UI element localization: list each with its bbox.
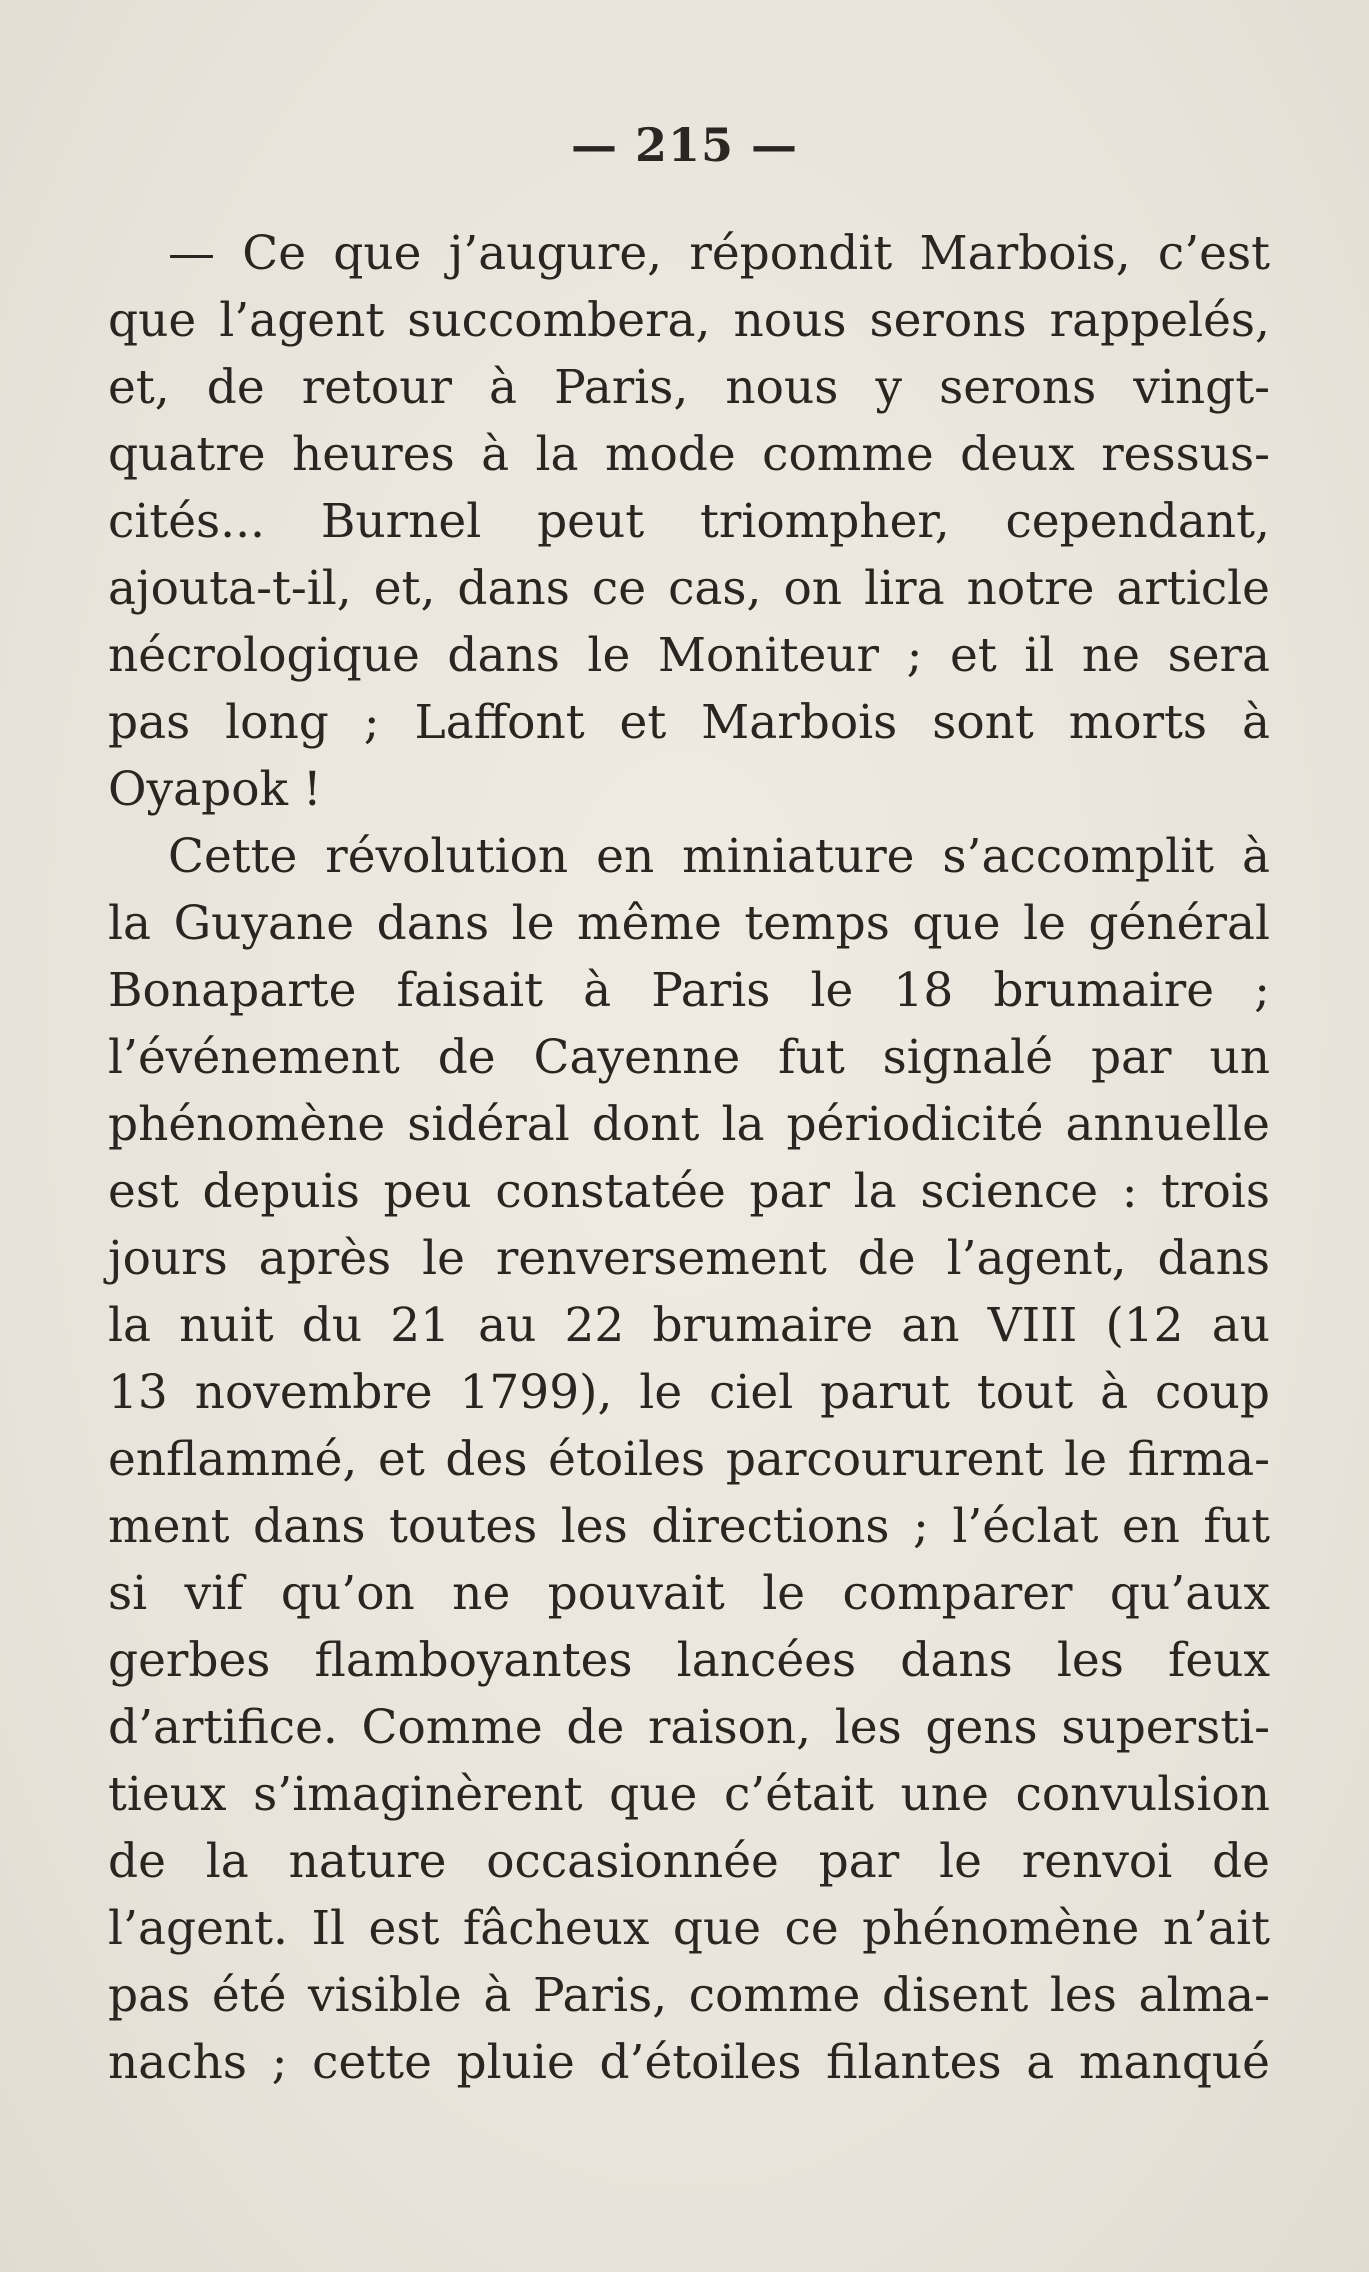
text-line: gerbes flamboyantes lancées dans les feux	[108, 1633, 1270, 1688]
text-line: de la nature occasionnée par le renvoi de	[108, 1834, 1270, 1889]
text-line: ajouta-t-il, et, dans ce cas, on lira notre article	[108, 561, 1270, 616]
text-line: Bonaparte faisait à Paris le 18 brumaire ;	[108, 963, 1270, 1018]
text-line: et, de retour à Paris, nous y serons vingt-	[108, 360, 1270, 415]
text-line: Oyapok !	[108, 762, 322, 817]
text-line: pas long ; Laffont et Marbois sont morts à	[108, 695, 1270, 750]
text-line: Cette révolution en miniature s’accomplit à	[168, 829, 1270, 884]
page-number: — 215 —	[570, 118, 799, 172]
text-line: d’artifice. Comme de raison, les gens supersti-	[108, 1700, 1270, 1755]
text-line: tieux s’imaginèrent que c’était une convulsion	[108, 1767, 1270, 1822]
text-line: nécrologique dans le Moniteur ; et il ne sera	[108, 628, 1270, 683]
text-line: nachs ; cette pluie d’étoiles filantes a manqué	[108, 2035, 1270, 2090]
text-line: est depuis peu constatée par la science : trois	[108, 1164, 1270, 1219]
text-line: la Guyane dans le même temps que le général	[108, 896, 1270, 951]
text-line: 13 novembre 1799), le ciel parut tout à coup	[108, 1365, 1270, 1420]
text-line: quatre heures à la mode comme deux ressus-	[108, 427, 1270, 482]
text-line: ment dans toutes les directions ; l’éclat en fut	[108, 1499, 1270, 1554]
text-line: phénomène sidéral dont la périodicité annuelle	[108, 1097, 1270, 1152]
body-text	[108, 220, 1270, 2096]
text-line: cités... Burnel peut triompher, cependant,	[108, 494, 1270, 549]
text-line: l’événement de Cayenne fut signalé par un	[108, 1030, 1270, 1085]
text-line: — Ce que j’augure, répondit Marbois, c’est	[168, 226, 1270, 281]
paragraph-1	[108, 220, 1270, 823]
text-line: si vif qu’on ne pouvait le comparer qu’aux	[108, 1566, 1270, 1621]
text-line: enflammé, et des étoiles parcoururent le firma-	[108, 1432, 1270, 1487]
text-line: l’agent. Il est fâcheux que ce phénomène n’ait	[108, 1901, 1270, 1956]
text-line: jours après le renversement de l’agent, dans	[108, 1231, 1270, 1286]
text-line: la nuit du 21 au 22 brumaire an VIII (12 au	[108, 1298, 1270, 1353]
paragraph-2	[108, 823, 1270, 2096]
text-line: pas été visible à Paris, comme disent les alma-	[108, 1968, 1270, 2023]
text-line: que l’agent succombera, nous serons rappelés,	[108, 293, 1270, 348]
